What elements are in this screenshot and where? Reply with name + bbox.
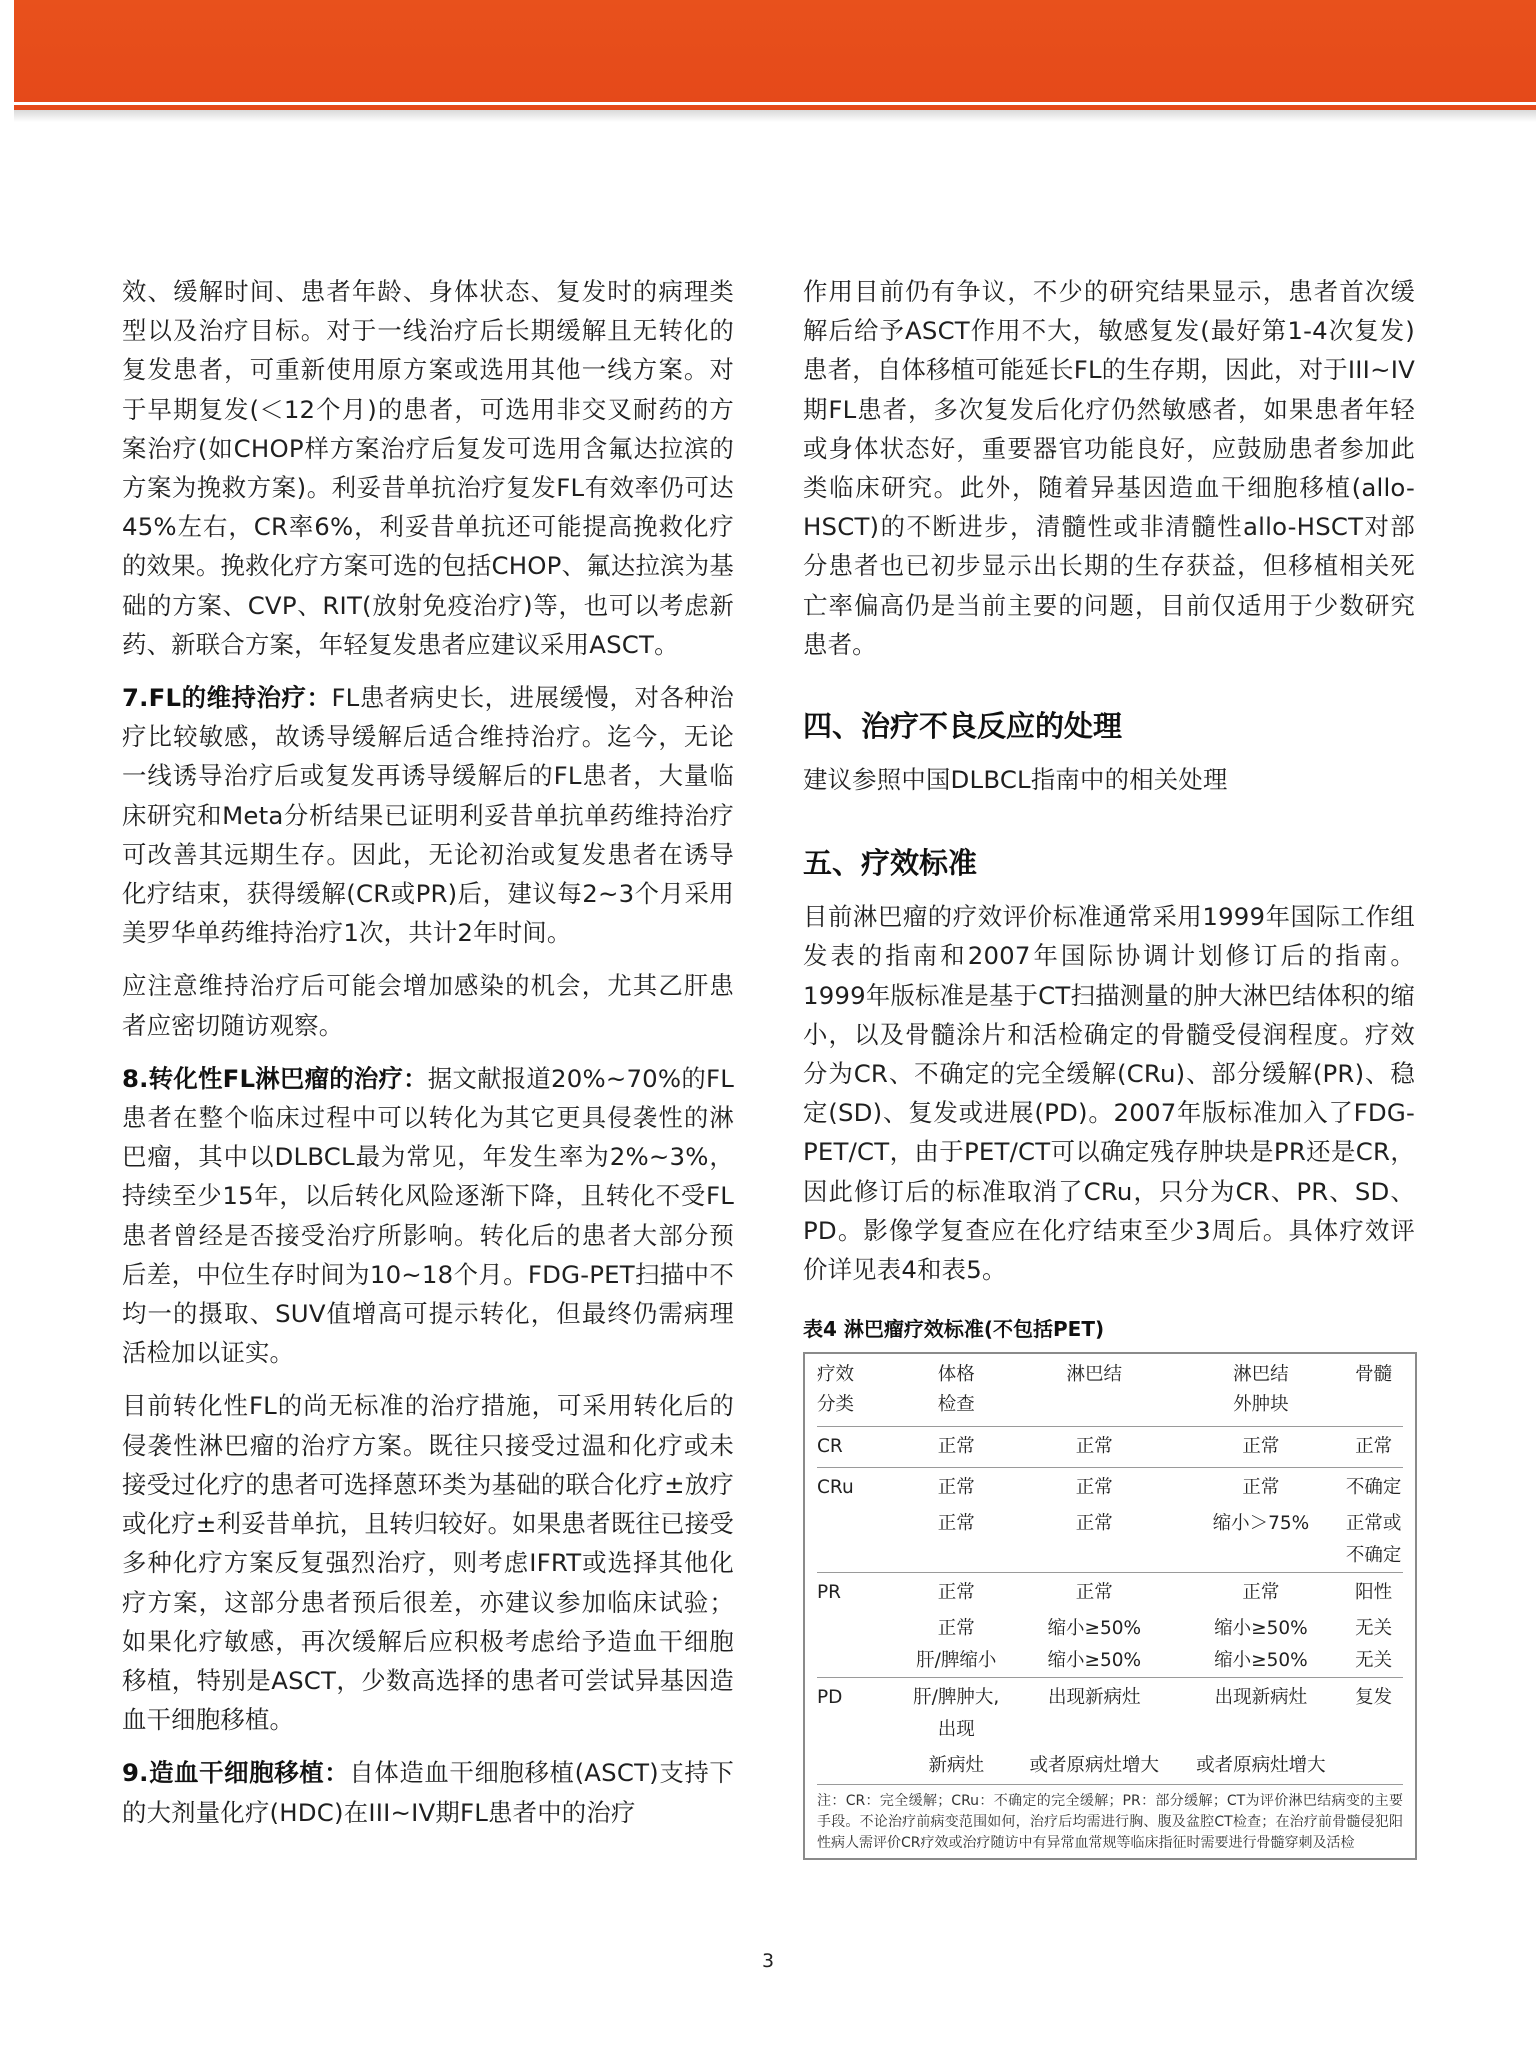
table-header-line: 分类 <box>817 1394 855 1416</box>
table-header-cell <box>902 1360 1011 1427</box>
table-cell: 缩小≥50% <box>1214 1650 1308 1672</box>
table-cell <box>817 1508 902 1540</box>
table-cell <box>1344 1750 1403 1782</box>
table-row <box>817 1468 1403 1509</box>
table-cell: CRu <box>817 1468 902 1509</box>
page-number: 3 <box>761 1950 775 1972</box>
table-header-line <box>1344 1390 1403 1420</box>
table-header-line: 骨髓 <box>1355 1364 1393 1386</box>
table-header-row <box>817 1360 1403 1427</box>
table-cell: 正常 <box>902 1427 1011 1468</box>
table-cell: 不确定 <box>1345 1545 1402 1567</box>
header-band <box>14 0 1536 102</box>
table-cell: 新病灶 <box>928 1755 984 1777</box>
table-cell: 出现新病灶 <box>1178 1678 1345 1751</box>
right-paragraph-2: 建议参照中国DLBCL指南中的相关处理 <box>803 765 1228 795</box>
table-row <box>817 1645 1403 1678</box>
table-cell: 肝/脾肿大, 出现 <box>902 1678 1011 1751</box>
table-cell <box>1011 1540 1178 1573</box>
table-row <box>817 1508 1403 1540</box>
table-row <box>817 1427 1403 1468</box>
left-column <box>122 272 734 1846</box>
table-row <box>817 1678 1403 1751</box>
table-cell: 正常 <box>1011 1468 1178 1509</box>
table-cell: 正常 <box>1011 1427 1178 1468</box>
table-cell: 或者原病灶增大 <box>1029 1755 1159 1777</box>
table-cell: 肝/脾缩小 <box>916 1650 997 1672</box>
table-cell: 阳性 <box>1344 1573 1403 1614</box>
right-column <box>803 272 1415 1860</box>
table-cell: 出现新病灶 <box>1011 1678 1178 1751</box>
table-header-cell <box>1011 1360 1178 1427</box>
table-cell: 无关 <box>1355 1650 1393 1672</box>
table-cell: 不确定 <box>1344 1468 1403 1509</box>
table-cell <box>817 1613 902 1645</box>
table-title: 表4 淋巴瘤疗效标准(不包括PET) <box>803 1317 1105 1342</box>
table-cell: CR <box>817 1427 902 1468</box>
table-cell: 复发 <box>1344 1678 1403 1751</box>
table-row <box>817 1573 1403 1614</box>
table-header-cell <box>817 1360 902 1427</box>
table-cell: PR <box>817 1573 902 1614</box>
table-cell: 正常 <box>902 1573 1011 1614</box>
left-paragraph-transplant <box>122 1753 734 1831</box>
table-cell <box>817 1750 902 1782</box>
table-header-cell <box>1178 1360 1345 1427</box>
table-cell: 正常 <box>1011 1573 1178 1614</box>
table-cell: 正常 <box>937 1618 975 1640</box>
table-header-line: 淋巴结 <box>1066 1364 1122 1386</box>
table-cell <box>1178 1540 1345 1573</box>
header-shadow <box>14 110 1536 122</box>
table-cell: 正常 <box>1178 1573 1345 1614</box>
table-header-line: 淋巴结 <box>1233 1364 1289 1386</box>
table-cell <box>817 1645 902 1678</box>
table-header-line: 疗效 <box>817 1364 855 1386</box>
table-row <box>817 1540 1403 1573</box>
maintenance-heading: 7.FL的维持治疗： <box>122 683 332 713</box>
right-paragraph-1: 作用目前仍有争议，不少的研究结果显示，患者首次缓解后给予ASCT作用不大，敏感复发(最好第1-4次复发)患者，自体移植可能延长FL的生存期，因此，对于III~IV期FL患者，多次复发后化疗仍然敏感者，如果患者年轻或身体状态好，重要器官功能良好，应鼓励患者参加此类临床研究。此外，随着异基因造血干细胞移植(allo-HSCT)的不断进步，清髓性或非清髓性allo-HSCT对部分患者也已初步显示出长期的生存获益，但移植相关死亡率偏高仍是当前主要的问题，目前仅适用于少数研究患者。 <box>803 277 1415 659</box>
table-cell: 无关 <box>1355 1618 1393 1640</box>
table-header-line: 体格 <box>937 1364 975 1386</box>
table-cell: 正常或 <box>1345 1513 1402 1535</box>
table-cell: 缩小＞75% <box>1212 1513 1310 1535</box>
right-paragraph-3: 目前淋巴瘤的疗效评价标准通常采用1999年国际工作组发表的指南和2007年国际协调计划修订后的指南。1999年版标准是基于CT扫描测量的肿大淋巴结体积的缩小，以及骨髓涂片和活检确定的骨髓受侵润程度。疗效分为CR、不确定的完全缓解(CRu)、部分缓解(PR)、稳定(SD)、复发或进展(PD)。2007年版标准加入了FDG-PET/CT，由于PET/CT可以确定残存肿块是PR还是CR，因此修订后的标准取消了CRu，只分为CR、PR、SD、PD。影像学复查应在化疗结束至少3周后。具体疗效评价详见表4和表5。 <box>803 902 1415 1285</box>
response-table <box>817 1360 1403 1782</box>
table-cell: 正常 <box>902 1468 1011 1509</box>
table-cell: 正常 <box>1075 1513 1113 1535</box>
table-row <box>817 1613 1403 1645</box>
table-cell: 正常 <box>937 1513 975 1535</box>
response-table-box <box>803 1352 1417 1860</box>
table-cell: PD <box>817 1678 902 1751</box>
table-header-line: 检查 <box>937 1394 975 1416</box>
left-paragraph-1: 效、缓解时间、患者年龄、身体状态、复发时的病理类型以及治疗目标。对于一线治疗后长期缓解且无转化的复发患者，可重新使用原方案或选用其他一线方案。对于早期复发(＜12个月)的患者，可选用非交叉耐药的方案治疗(如CHOP样方案治疗后复发可选用含氟达拉滨的方案为挽救方案)。利妥昔单抗治疗复发FL有效率仍可达45%左右，CR率6%，利妥昔单抗还可能提高挽救化疗的效果。挽救化疗方案可选的包括CHOP、氟达拉滨为基础的方案、CVP、RIT(放射免疫治疗)等，也可以考虑新药、新联合方案，年轻复发患者应建议采用ASCT。 <box>122 277 734 659</box>
maintenance-body: FL患者病史长，进展缓慢，对各种治疗比较敏感，故诱导缓解后适合维持治疗。迄今，无论一线诱导治疗后或复发再诱导缓解后的FL患者，大量临床研究和Meta分析结果已证明利妥昔单抗单药维持治疗可改善其远期生存。因此，无论初治或复发患者在诱导化疗结束，获得缓解(CR或PR)后，建议每2~3个月采用美罗华单药维持治疗1次，共计2年时间。 <box>122 683 734 948</box>
table-cell: 正常 <box>1178 1427 1345 1468</box>
transformed-heading: 8.转化性FL淋巴瘤的治疗： <box>122 1063 428 1093</box>
table-cell: 正常 <box>1178 1468 1345 1509</box>
table-header-line: 外肿块 <box>1233 1394 1289 1416</box>
table-header-cell <box>1344 1360 1403 1427</box>
section-heading-adverse-reactions: 四、治疗不良反应的处理 <box>803 709 1123 744</box>
table-cell <box>817 1540 902 1573</box>
section-heading-response-criteria: 五、疗效标准 <box>803 846 978 881</box>
table-cell: 缩小≥50% <box>1047 1618 1142 1640</box>
table-cell: 缩小≥50% <box>1214 1618 1308 1640</box>
table-header-line <box>1011 1390 1178 1420</box>
left-paragraph-maintenance <box>122 678 734 952</box>
transplant-heading: 9.造血干细胞移植： <box>122 1758 350 1788</box>
left-paragraph-transformed <box>122 1059 734 1373</box>
left-paragraph-3: 应注意维持治疗后可能会增加感染的机会，尤其乙肝患者应密切随访观察。 <box>122 971 734 1040</box>
transplant-body: 自体造血干细胞移植(ASCT)支持下的大剂量化疗(HDC)在III~IV期FL患者中的治疗 <box>122 1758 734 1827</box>
left-paragraph-5: 目前转化性FL的尚无标准的治疗措施，可采用转化后的侵袭性淋巴瘤的治疗方案。既往只接受过温和化疗或未接受过化疗的患者可选择蒽环类为基础的联合化疗±放疗或化疗±利妥昔单抗，且转归较好。如果患者既往已接受多种化疗方案反复强烈治疗，则考虑IFRT或选择其他化疗方案，这部分患者预后很差，亦建议参加临床试验；如果化疗敏感，再次缓解后应积极考虑给予造血干细胞移植，特别是ASCT，少数高选择的患者可尝试异基因造血干细胞移植。 <box>122 1391 734 1735</box>
table-cell: 或者原病灶增大 <box>1196 1755 1326 1777</box>
table-note: 注：CR：完全缓解；CRu：不确定的完全缓解；PR：部分缓解；CT为评价淋巴结病变的主要手段。不论治疗前病变范围如何，治疗后均需进行胸、腹及盆腔CT检查；在治疗前骨髓侵犯阳性病人需评价CR疗效或治疗随访中有异常血常规等临床指征时需要进行骨髓穿刺及活检 <box>817 1784 1403 1854</box>
table-row <box>817 1750 1403 1782</box>
table-cell: 正常 <box>1344 1427 1403 1468</box>
transformed-body: 据文献报道20%~70%的FL患者在整个临床过程中可以转化为其它更具侵袭性的淋巴瘤，其中以DLBCL最为常见，年发生率为2%~3%，持续至少15年，以后转化风险逐渐下降，且转化不受FL患者曾经是否接受治疗所影响。转化后的患者大部分预后差，中位生存时间为10~18个月。FDG-PET扫描中不均一的摄取、SUV值增高可提示转化，但最终仍需病理活检加以证实。 <box>122 1063 734 1368</box>
table-cell: 缩小≥50% <box>1047 1650 1142 1672</box>
table-cell <box>902 1540 1011 1573</box>
